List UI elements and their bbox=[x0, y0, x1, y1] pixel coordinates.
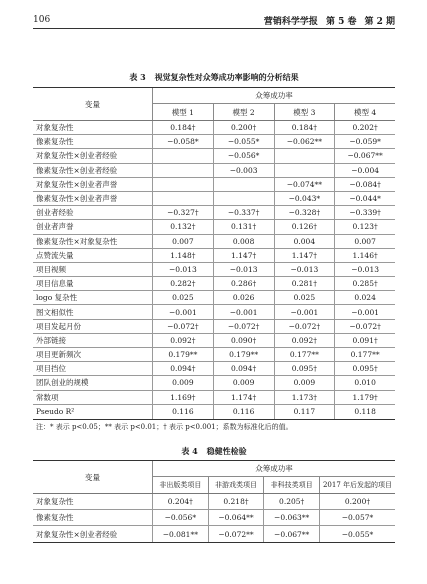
table-cell: 0.286† bbox=[213, 277, 274, 290]
table-cell: −0.072† bbox=[274, 320, 335, 333]
table-cell: −0.074** bbox=[274, 178, 335, 191]
table-cell: −0.067** bbox=[263, 526, 319, 542]
table-cell: 1.173† bbox=[274, 391, 335, 404]
journal-volume: 第 5 卷 bbox=[325, 16, 357, 27]
table-cell: 0.009 bbox=[152, 376, 213, 389]
table-cell: −0.013 bbox=[213, 263, 274, 276]
table-4-body bbox=[33, 494, 395, 542]
table-cell: −0.004 bbox=[334, 164, 395, 177]
table-cell: 1.148† bbox=[152, 249, 213, 262]
row-label: 外部链接 bbox=[36, 335, 66, 345]
row-label: 像素复杂性×创业者经验 bbox=[36, 165, 118, 175]
table-cell: 0.132† bbox=[152, 220, 213, 233]
table-cell bbox=[274, 149, 335, 162]
table-cell: 1.147† bbox=[213, 249, 274, 262]
row-label: 常数项 bbox=[36, 392, 59, 402]
table-cell: −0.043* bbox=[274, 192, 335, 205]
row-label: 团队创业的规模 bbox=[36, 378, 89, 388]
row-label: 对象复杂性 bbox=[36, 123, 74, 133]
table-cell: 1.146† bbox=[334, 249, 395, 262]
table-cell bbox=[274, 164, 335, 177]
table-cell: 0.218† bbox=[208, 494, 264, 509]
table-4-header bbox=[33, 461, 395, 494]
table-cell: −0.339† bbox=[334, 206, 395, 219]
table-4-title: 稳健性检验 bbox=[206, 446, 247, 456]
table-cell: −0.063** bbox=[263, 510, 319, 525]
table-cell: 0.285† bbox=[334, 277, 395, 290]
table-cell: 0.177** bbox=[274, 348, 335, 361]
table-3-label: 表 3 bbox=[129, 72, 146, 82]
table-3-header bbox=[33, 88, 395, 121]
table-cell: −0.072† bbox=[213, 320, 274, 333]
table-cell: 1.174† bbox=[213, 391, 274, 404]
table-cell: 0.179** bbox=[152, 348, 213, 361]
table-4-column-header: 非科技类项目 bbox=[263, 477, 319, 493]
row-label: 创业者经验 bbox=[36, 208, 74, 218]
table-cell: 0.094† bbox=[152, 362, 213, 375]
table-3-column-header: 模型 3 bbox=[274, 104, 335, 120]
table-cell: 0.204† bbox=[152, 494, 208, 509]
table-row bbox=[33, 348, 395, 362]
row-label: 项目更新频次 bbox=[36, 350, 81, 360]
page-header bbox=[33, 12, 395, 29]
table-cell bbox=[152, 178, 213, 191]
table-cell: 0.179** bbox=[213, 348, 274, 361]
table-cell: −0.084† bbox=[334, 178, 395, 191]
table-row bbox=[33, 391, 395, 405]
table-row bbox=[33, 362, 395, 376]
table-cell: 0.200† bbox=[319, 494, 395, 509]
table-4-label: 表 4 bbox=[181, 446, 198, 456]
table-cell: 0.126† bbox=[274, 220, 335, 233]
table-cell bbox=[152, 149, 213, 162]
table-cell: 0.025 bbox=[274, 291, 335, 304]
table-cell: 0.024 bbox=[334, 291, 395, 304]
row-label: 对象复杂性×创业者经验 bbox=[36, 529, 118, 539]
table-3-caption bbox=[33, 72, 395, 83]
table-row bbox=[33, 178, 395, 192]
table-cell: 0.116 bbox=[213, 405, 274, 419]
table-row bbox=[33, 192, 395, 206]
table-cell: 0.282† bbox=[152, 277, 213, 290]
table-cell: 0.007 bbox=[334, 235, 395, 248]
row-label: 像素复杂性 bbox=[36, 137, 74, 147]
table-3-column-header: 模型 2 bbox=[213, 104, 274, 120]
table-row bbox=[33, 494, 395, 510]
row-label: 对象复杂性 bbox=[36, 497, 74, 506]
table-cell: 0.008 bbox=[213, 235, 274, 248]
table-cell: 0.091† bbox=[334, 334, 395, 347]
table-row bbox=[33, 135, 395, 149]
table-cell: 0.202† bbox=[334, 121, 395, 134]
table-4-column-header: 非游戏类项目 bbox=[208, 477, 264, 493]
table-row bbox=[33, 149, 395, 163]
table-cell: 0.090† bbox=[213, 334, 274, 347]
table-cell: 0.092† bbox=[152, 334, 213, 347]
table-4-variable-header: 变量 bbox=[85, 472, 100, 482]
table-cell: 0.205† bbox=[263, 494, 319, 509]
table-cell: −0.062** bbox=[274, 135, 335, 148]
table-cell bbox=[213, 178, 274, 191]
table-3-title: 视觉复杂性对众筹成功率影响的分析结果 bbox=[154, 72, 299, 82]
table-row bbox=[33, 405, 395, 419]
journal-title: 营销科学学报 bbox=[263, 16, 318, 27]
table-cell: −0.013 bbox=[334, 263, 395, 276]
table-cell: −0.055* bbox=[319, 526, 395, 542]
table-4 bbox=[33, 460, 395, 543]
table-cell: 0.095† bbox=[274, 362, 335, 375]
table-cell: −0.056* bbox=[152, 510, 208, 525]
table-cell: −0.059* bbox=[334, 135, 395, 148]
table-cell: 0.009 bbox=[213, 376, 274, 389]
table-cell bbox=[152, 164, 213, 177]
row-label: 创业者声誉 bbox=[36, 222, 74, 232]
table-cell: 0.092† bbox=[274, 334, 335, 347]
table-cell: −0.056* bbox=[213, 149, 274, 162]
row-label: 项目视频 bbox=[36, 264, 66, 274]
row-label: 对象复杂性×创业者经验 bbox=[36, 151, 118, 161]
table-cell: −0.072** bbox=[208, 526, 264, 542]
table-cell: −0.001 bbox=[152, 305, 213, 318]
table-3-column-header: 模型 4 bbox=[334, 104, 395, 120]
table-cell: 0.184† bbox=[274, 121, 335, 134]
table-cell: 0.007 bbox=[152, 235, 213, 248]
table-cell: 0.009 bbox=[274, 376, 335, 389]
table-3-variable-header: 变量 bbox=[85, 99, 100, 109]
table-row bbox=[33, 121, 395, 135]
table-cell: 0.123† bbox=[334, 220, 395, 233]
table-cell: −0.327† bbox=[152, 206, 213, 219]
table-cell: −0.337† bbox=[213, 206, 274, 219]
table-3-body bbox=[33, 121, 395, 419]
table-row bbox=[33, 526, 395, 542]
row-label: 像素复杂性 bbox=[36, 513, 74, 522]
table-cell: −0.072† bbox=[152, 320, 213, 333]
table-cell: −0.001 bbox=[334, 305, 395, 318]
row-label: 图文相似性 bbox=[36, 307, 74, 317]
table-row bbox=[33, 235, 395, 249]
table-cell: 0.184† bbox=[152, 121, 213, 134]
row-label: Pseudo R² bbox=[36, 407, 75, 417]
row-label: 项目发起月份 bbox=[36, 321, 81, 331]
table-row bbox=[33, 220, 395, 234]
table-cell: 0.026 bbox=[213, 291, 274, 304]
table-row bbox=[33, 376, 395, 390]
table-3 bbox=[33, 87, 395, 420]
table-cell: 0.010 bbox=[334, 376, 395, 389]
table-cell: 0.116 bbox=[152, 405, 213, 419]
table-4-column-header: 2017 年后发起的项目 bbox=[319, 477, 395, 493]
table-cell: −0.067** bbox=[334, 149, 395, 162]
table-cell bbox=[213, 192, 274, 205]
table-cell: 0.025 bbox=[152, 291, 213, 304]
table-4-caption bbox=[33, 446, 395, 457]
table-4-group-header: 众筹成功率 bbox=[152, 461, 395, 477]
table-cell: −0.001 bbox=[213, 305, 274, 318]
table-row bbox=[33, 249, 395, 263]
row-label: 像素复杂性×对象复杂性 bbox=[36, 236, 118, 246]
row-label: 像素复杂性×创业者声誉 bbox=[36, 194, 118, 204]
table-cell: 0.200† bbox=[213, 121, 274, 134]
table-row bbox=[33, 164, 395, 178]
table-row bbox=[33, 334, 395, 348]
table-cell: 0.117 bbox=[274, 405, 335, 419]
table-cell: −0.003 bbox=[213, 164, 274, 177]
table-row bbox=[33, 263, 395, 277]
table-cell: 1.179† bbox=[334, 391, 395, 404]
table-row bbox=[33, 206, 395, 220]
row-label: 项目挡位 bbox=[36, 364, 66, 374]
table-cell: −0.055* bbox=[213, 135, 274, 148]
table-3-column-header: 模型 1 bbox=[152, 104, 213, 120]
table-cell: −0.081** bbox=[152, 526, 208, 542]
table-row bbox=[33, 510, 395, 526]
row-label: logo 复杂性 bbox=[36, 293, 78, 303]
row-label: 项目信息量 bbox=[36, 279, 74, 289]
table-row bbox=[33, 320, 395, 334]
table-cell: −0.013 bbox=[152, 263, 213, 276]
table-cell: −0.058* bbox=[152, 135, 213, 148]
table-4-column-header: 非出版类项目 bbox=[152, 477, 208, 493]
table-cell: 0.095† bbox=[334, 362, 395, 375]
page-number: 106 bbox=[33, 15, 51, 25]
table-cell: −0.057* bbox=[319, 510, 395, 525]
table-cell: −0.064** bbox=[208, 510, 264, 525]
table-cell: 0.004 bbox=[274, 235, 335, 248]
table-3-note: 注：* 表示 p<0.05；** 表示 p<0.01；† 表示 p<0.001；系数为标准化后的值。 bbox=[36, 423, 293, 431]
table-cell: 0.118 bbox=[334, 405, 395, 419]
table-cell: 0.094† bbox=[213, 362, 274, 375]
table-cell: −0.044* bbox=[334, 192, 395, 205]
table-cell: 1.147† bbox=[274, 249, 335, 262]
table-cell: 0.281† bbox=[274, 277, 335, 290]
row-label: 点赞流失量 bbox=[36, 250, 74, 260]
table-cell: 0.177** bbox=[334, 348, 395, 361]
table-cell: −0.072† bbox=[334, 320, 395, 333]
table-cell: −0.001 bbox=[274, 305, 335, 318]
journal-issue: 第 2 期 bbox=[364, 16, 395, 27]
table-3-group-header: 众筹成功率 bbox=[152, 88, 395, 104]
table-row bbox=[33, 291, 395, 305]
row-label: 对象复杂性×创业者声誉 bbox=[36, 179, 118, 189]
table-cell: 1.169† bbox=[152, 391, 213, 404]
table-cell bbox=[152, 192, 213, 205]
journal-info bbox=[264, 14, 395, 27]
table-cell: 0.131† bbox=[213, 220, 274, 233]
table-row bbox=[33, 277, 395, 291]
table-cell: −0.328† bbox=[274, 206, 335, 219]
table-cell: −0.013 bbox=[274, 263, 335, 276]
table-row bbox=[33, 305, 395, 319]
